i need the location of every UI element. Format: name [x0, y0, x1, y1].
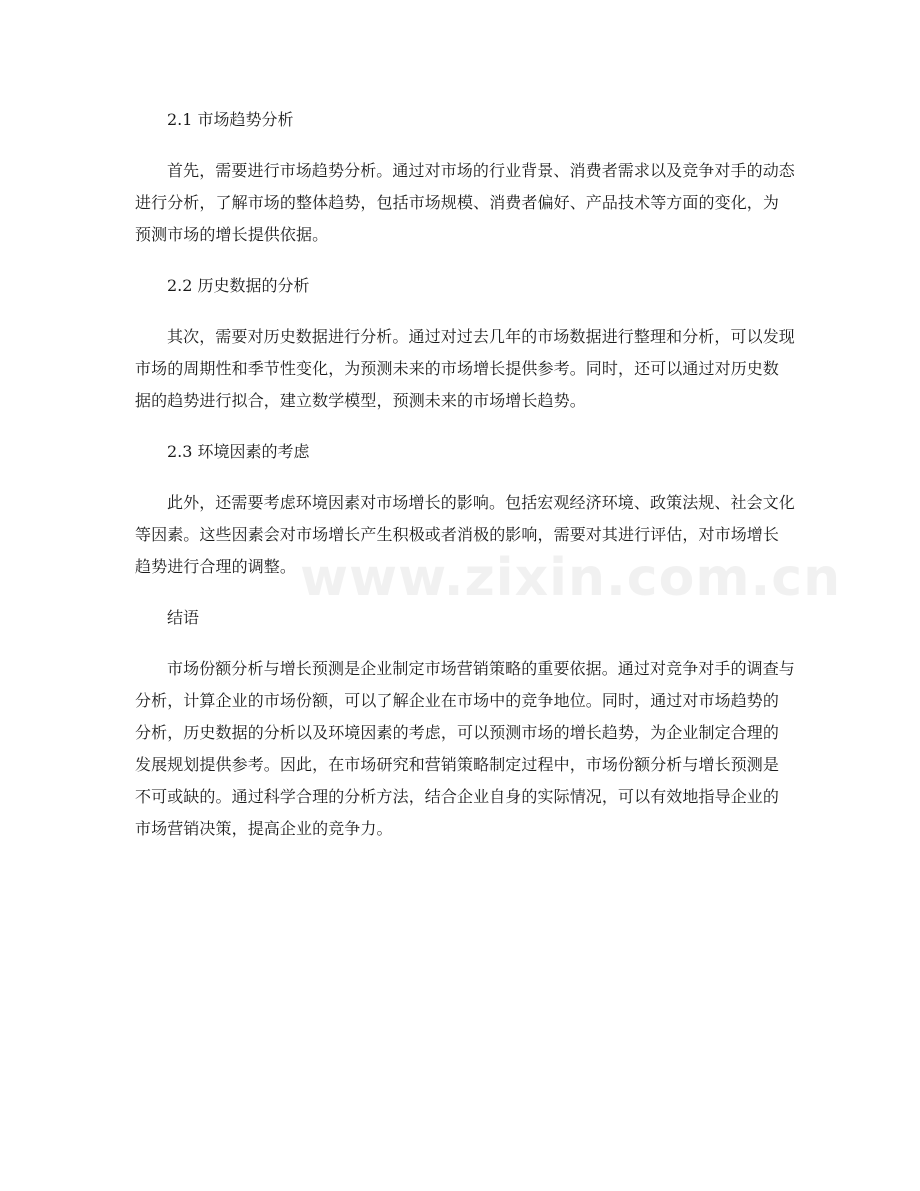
section-body-2-2: 其次，需要对历史数据进行分析。通过对过去几年的市场数据进行整理和分析，可以发现市场的周期性和季节性变化，为预测未来的市场增长提供参考。同时，还可以通过对历史数据的趋势进行拟合，建立数学模型，预测未来的市场增长趋势。	[135, 327, 795, 410]
document-content	[135, 104, 795, 864]
section-heading-2-3: 2.3 环境因素的考虑	[167, 442, 310, 461]
conclusion-heading: 结语	[167, 608, 200, 627]
section-heading-2-2: 2.2 历史数据的分析	[167, 276, 310, 295]
section-body-2-1: 首先，需要进行市场趋势分析。通过对市场的行业背景、消费者需求以及竞争对手的动态进行分析，了解市场的整体趋势，包括市场规模、消费者偏好、产品技术等方面的变化，为预测市场的增长提供依据。	[135, 161, 795, 244]
section-heading-2-1: 2.1 市场趋势分析	[167, 110, 294, 129]
watermark: www.zixin.com.cn	[300, 548, 842, 608]
section-body-2-3: 此外，还需要考虑环境因素对市场增长的影响。包括宏观经济环境、政策法规、社会文化等因素。这些因素会对市场增长产生积极或者消极的影响，需要对其进行评估，对市场增长趋势进行合理的调整。	[135, 493, 795, 576]
conclusion-body: 市场份额分析与增长预测是企业制定市场营销策略的重要依据。通过对竞争对手的调查与分析，计算企业的市场份额，可以了解企业在市场中的竞争地位。同时，通过对市场趋势的分析，历史数据的分析以及环境因素的考虑，可以预测市场的增长趋势，为企业制定合理的发展规划提供参考。因此，在市场研究和营销策略制定过程中，市场份额分析与增长预测是不可或缺的。通过科学合理的分析方法，结合企业自身的实际情况，可以有效地指导企业的市场营销决策，提高企业的竞争力。	[135, 659, 795, 838]
